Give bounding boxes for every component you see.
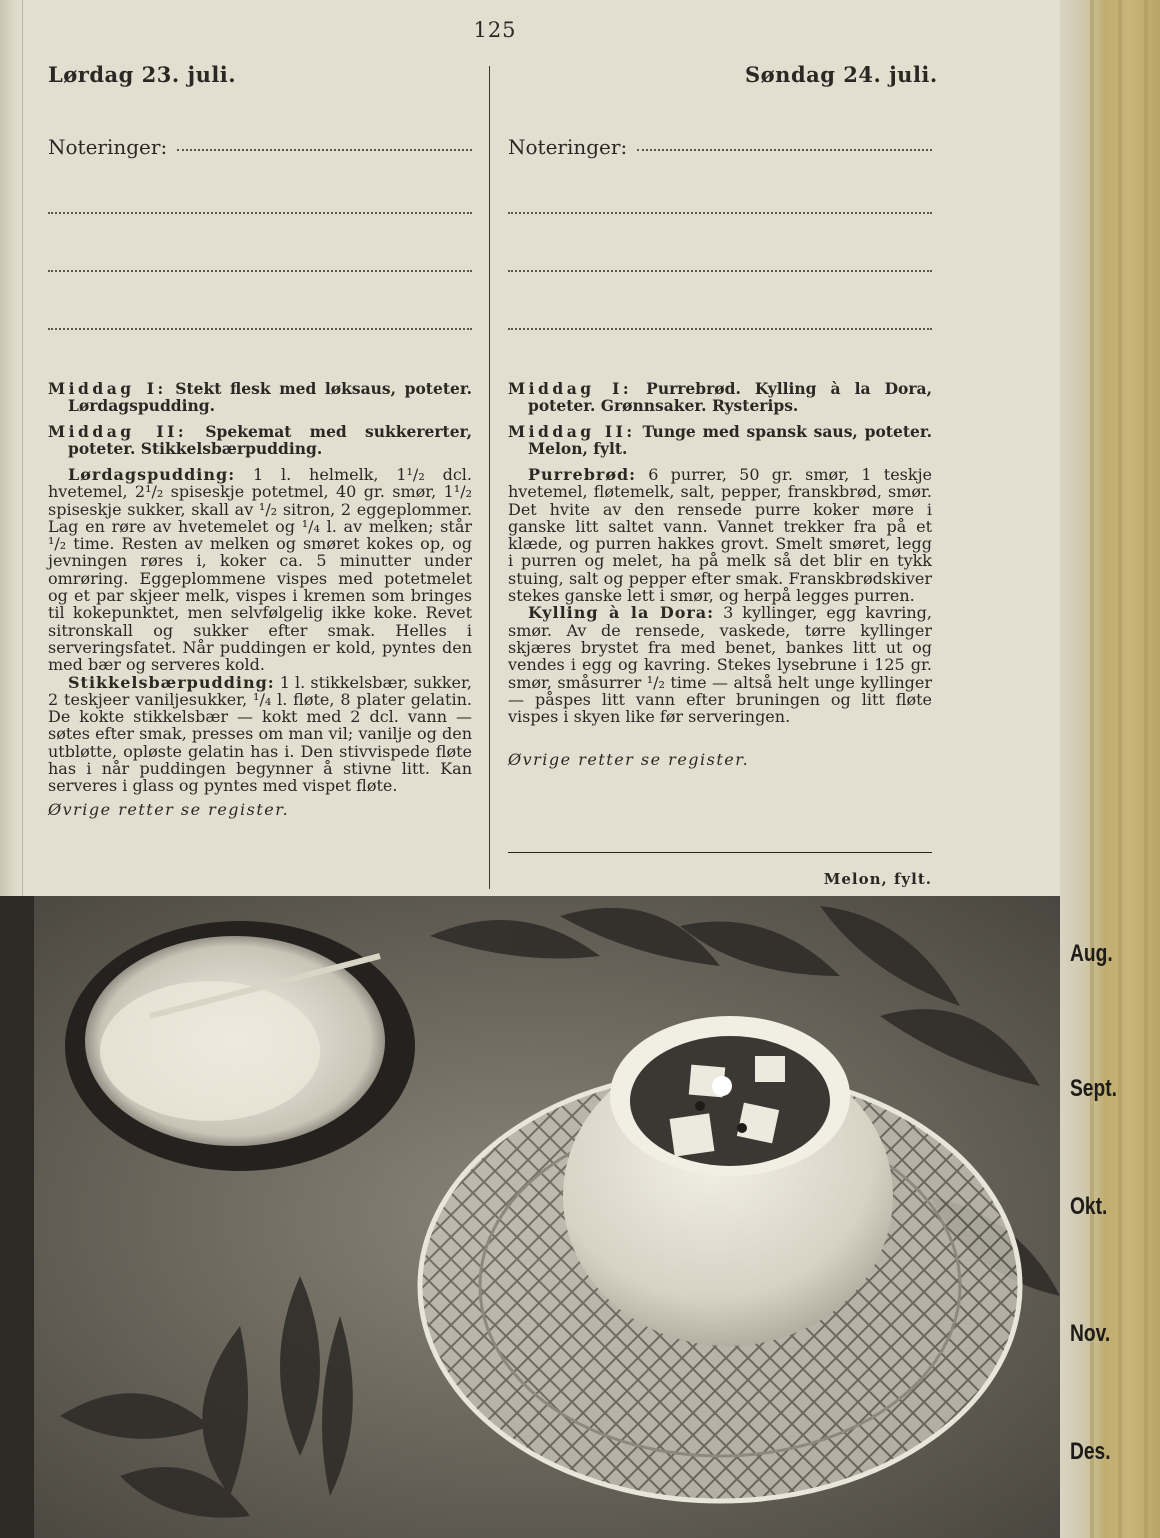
notes-dotted-line (48, 210, 472, 214)
recipe-text: 3 kyllinger, egg kavring, smør. Av de rensede, vaskede, tørre kyllinger skjæres brystet fra med benet, bankes litt ut og vendes i egg og kavring. Stekes lysebrune i 125 gr. smør, småsurrer ¹/₂ time — altså helt unge kyllinger — påspes litt vann efter bruningen og litt fløte vispes i skyen like før serveringen. (508, 603, 932, 727)
recipe-lordagspudding (48, 466, 472, 674)
food-photo (0, 896, 1060, 1538)
recipe-name: Stikkelsbærpudding: (68, 672, 275, 692)
menu-text: Spekemat med sukkererter, poteter. Stikkelsbærpudding. (68, 422, 472, 458)
menu-dinner-1 (508, 380, 932, 414)
menu-dinner-1 (48, 380, 472, 414)
notes-dotted-line (508, 268, 932, 272)
menu-text: Tunge med spansk saus, poteter. Melon, fylt. (528, 422, 932, 458)
other-dishes-note: Øvrige retter se register. (508, 750, 750, 770)
day-heading-saturday: Lørdag 23. juli. (48, 62, 237, 87)
recipe-kylling-a-la-dora (508, 604, 932, 725)
recipe-stikkelsbaerpudding (48, 674, 472, 795)
page-number: 125 (473, 18, 517, 42)
recipe-name: Purrebrød: (528, 465, 637, 484)
recipe-purrebrod (508, 466, 932, 604)
notes-label: Noteringer: (508, 134, 628, 159)
month-tab-des[interactable]: Des. (1070, 1438, 1111, 1465)
recipe-name: Lørdagspudding: (68, 465, 236, 484)
caption-rule (508, 852, 932, 853)
notes-section (508, 130, 932, 159)
page-edge (1060, 0, 1160, 1538)
menu-label: Middag II: (48, 422, 188, 441)
month-tab-aug[interactable]: Aug. (1070, 940, 1113, 967)
notes-section (48, 130, 472, 159)
day-heading-sunday: Søndag 24. juli. (745, 62, 938, 87)
column-divider (489, 66, 490, 889)
month-tab-sept[interactable]: Sept. (1070, 1075, 1117, 1102)
menu-text: Purrebrød. Kylling à la Dora, poteter. Grønnsaker. Rysterips. (528, 379, 932, 415)
month-tab-nov[interactable]: Nov. (1070, 1320, 1111, 1347)
other-dishes-note: Øvrige retter se register. (48, 799, 290, 819)
recipe-text: 6 purrer, 50 gr. smør, 1 teskje hvetemel, fløtemelk, salt, pepper, franskbrød, smør. Det hvite av den rensede purre koker møre i ganske litt saltet vann. Vannet trekker fra på et klæde, og purren hakkes grovt. Smelt smøret, legg i purren og melet, ha på melk så det blir en tykk stuing, salt og pepper efter smak. Franskbrødskiver stekes ganske lett i smør, og herpå legges purren. (508, 465, 932, 606)
menu-dinner-2 (508, 423, 932, 457)
notes-dotted-line (637, 149, 932, 151)
recipe-name: Kylling à la Dora: (528, 603, 715, 623)
menu-label: Middag I: (48, 379, 167, 398)
menu-text: Stekt flesk med løksaus, poteter. Lørdagspudding. (68, 379, 472, 415)
menu-label: Middag I: (508, 379, 633, 398)
notes-dotted-line (48, 268, 472, 272)
menu-label: Middag II: (508, 422, 636, 441)
notes-label: Noteringer: (48, 134, 168, 159)
recipe-text: 1 l. stikkelsbær, sukker, 2 teskjeer vaniljesukker, ¹/₄ l. fløte, 8 plater gelatin. De kokte stikkelsbær — kokt med 2 dcl. vann — søtes efter smak, presses om man vil; vanilje og den utbløtte, opløste gelatin has i. Den stivvispede fløte has i når puddingen begynner å stivne litt. Kan serveres i glass og pyntes med vispet fløte. (48, 672, 472, 796)
month-tab-okt[interactable]: Okt. (1070, 1193, 1108, 1220)
photo-caption: Melon, fylt. (823, 870, 932, 888)
notes-dotted-line (508, 210, 932, 214)
left-column (48, 130, 472, 818)
notes-dotted-line (177, 149, 472, 151)
right-column (508, 130, 932, 769)
menu-dinner-2 (48, 423, 472, 457)
recipe-text: 1 l. helmelk, 1¹/₂ dcl. hvetemel, 2¹/₂ spiseskje potetmel, 40 gr. smør, 1¹/₂ spiseskje sukker, skall av ¹/₂ sitron, 2 eggeplommer. Lag en røre av hvetemelet og ¹/₄ l. av melken; står ¹/₂ time. Resten av melken og smøret kokes op, og jevningen røres i, koker ca. 5 minutter under omrøring. Eggeplommene vispes med potetmelet og et par skjeer melk, vispes i kremen som bringes til kokepunktet, men selvfølgelig ikke koke. Revet sitronskall og sukker efter smak. Helles i serveringsfatet. Når puddingen er kold, pyntes den med bær og serveres kold. (48, 465, 472, 675)
